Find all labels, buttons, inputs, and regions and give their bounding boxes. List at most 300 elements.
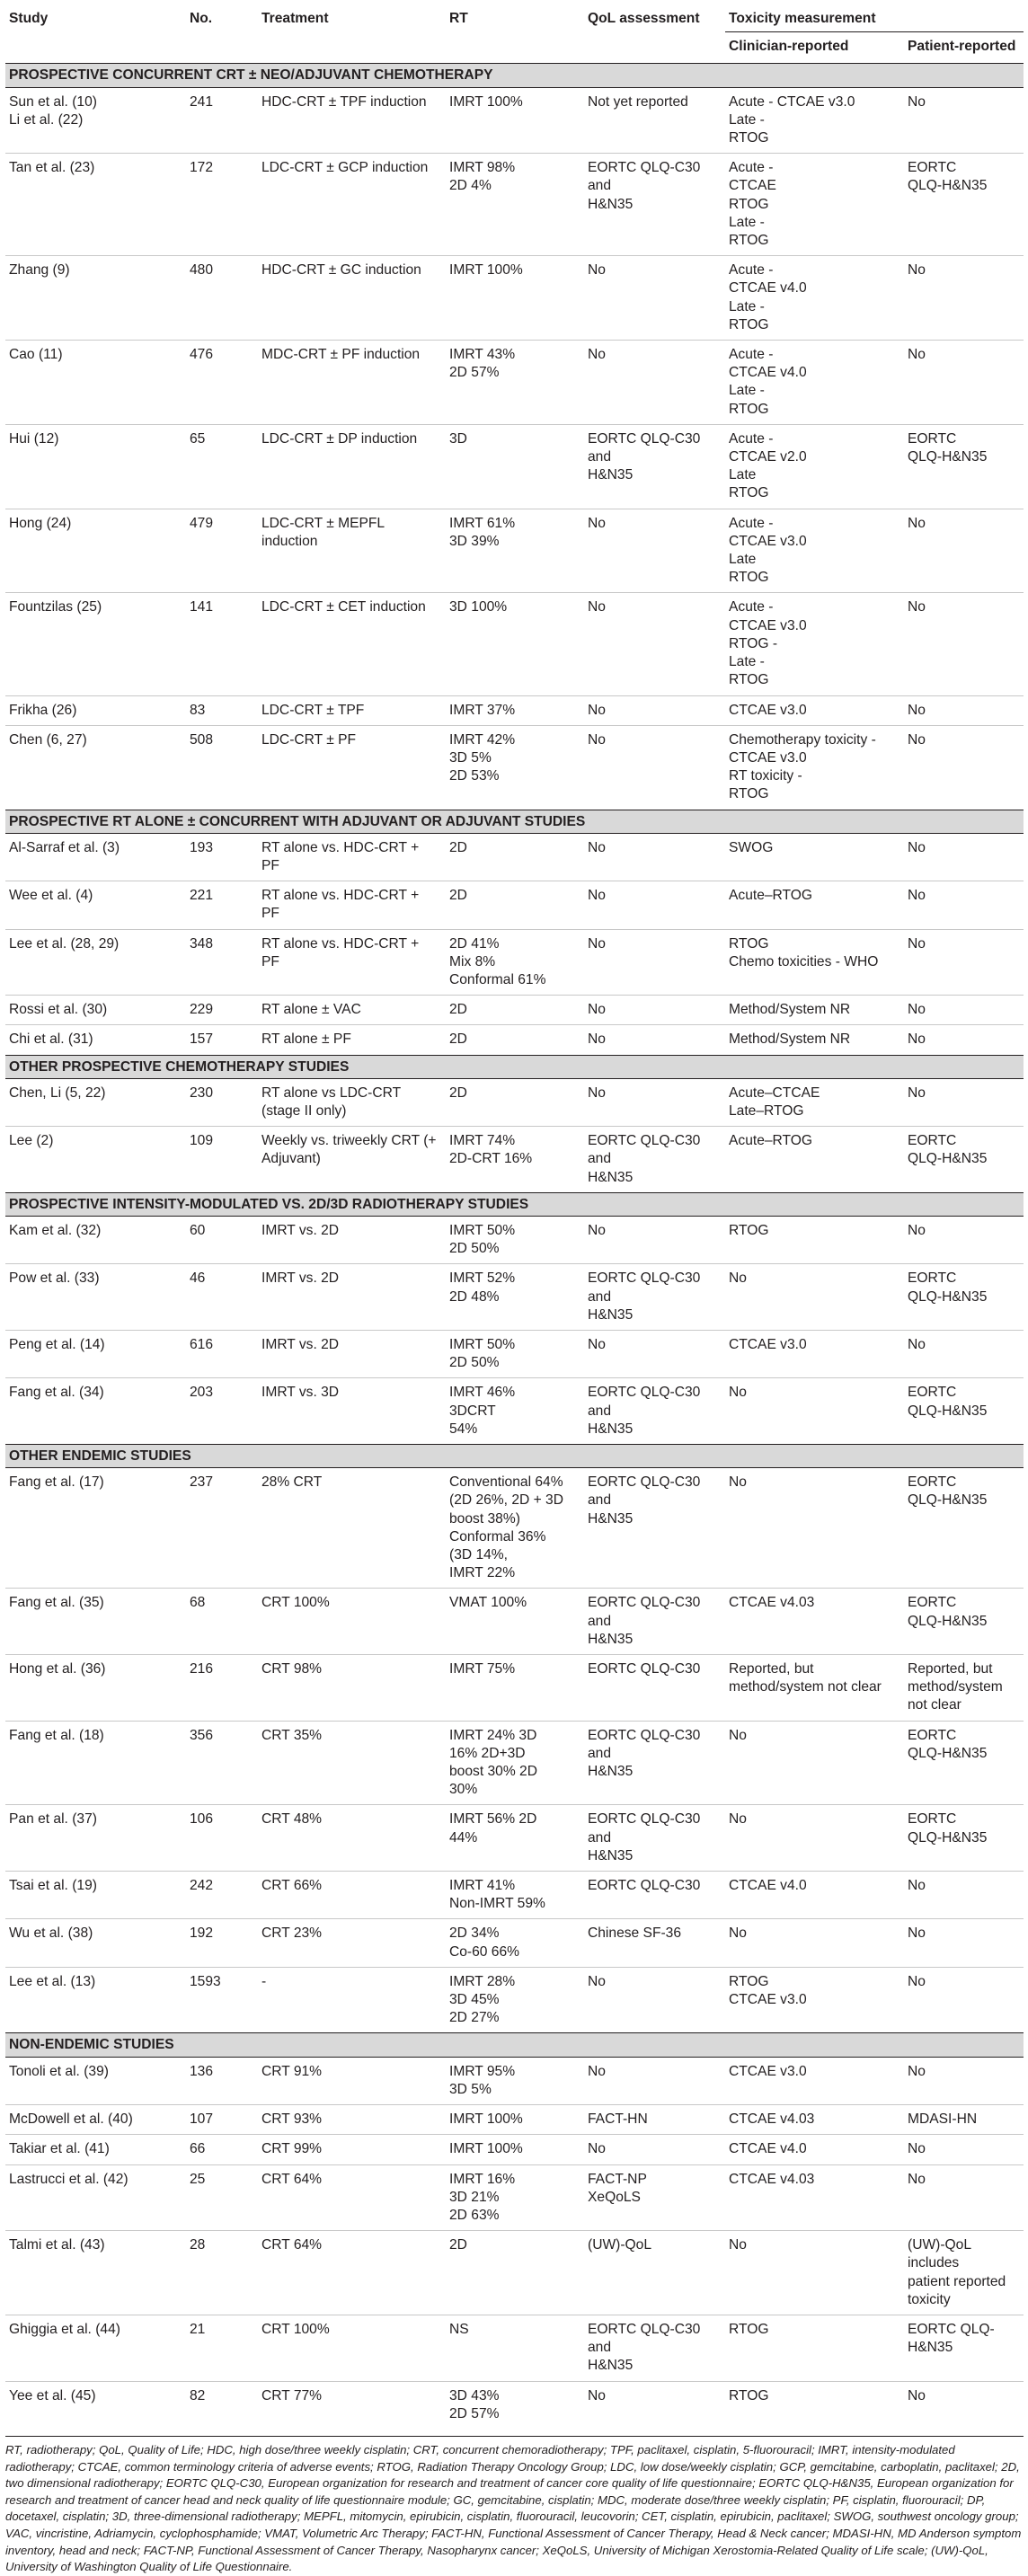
header-no: No. [190, 11, 213, 26]
study-cell: Chen, Li (5, 22) [5, 1078, 186, 1126]
treatment-cell: IMRT vs. 3D [261, 1385, 340, 1401]
rt-cell: 2D 34% Co-60 66% [446, 1919, 584, 1967]
clinician-cell: CTCAE v3.0 [725, 695, 904, 725]
clinician-cell: CTCAE v3.0 [725, 1330, 904, 1377]
study-cell: Fountzilas (25) [5, 593, 186, 695]
rt-cell: IMRT 100% [446, 256, 584, 341]
section-header [5, 1445, 1024, 1468]
study-cell: Pow et al. (33) [5, 1264, 186, 1331]
study-cell: Ghiggia et al. (44) [5, 2315, 186, 2381]
qol-cell: EORTC QLQ-C30 and H&N35 [584, 2315, 725, 2381]
rt-cell: IMRT 100% [446, 87, 584, 154]
rt-cell: 2D [446, 833, 584, 881]
table-row [5, 881, 1024, 929]
section-title: PROSPECTIVE INTENSITY-MODULATED VS. 2D/3D RADIOTHERAPY STUDIES [5, 1192, 1024, 1216]
section-title: NON-ENDEMIC STUDIES [5, 2033, 1024, 2057]
qol-cell: No [584, 695, 725, 725]
patient-cell: Reported, but method/system not clear [904, 1655, 1024, 1722]
qol-cell: EORTC QLQ-C30 and H&N35 [584, 424, 725, 509]
patient-cell: No [904, 2164, 1024, 2231]
study-cell: Tsai et al. (19) [5, 1872, 186, 1919]
treatment-cell: RT alone ± VAC [258, 996, 446, 1025]
table-header [5, 4, 1024, 64]
no-cell: 157 [190, 1031, 214, 1048]
clinician-cell: CTCAE v4.03 [725, 2164, 904, 2231]
clinician-cell: CTCAE v4.03 [725, 1589, 904, 1655]
no-cell: 476 [186, 341, 258, 425]
rt-cell: IMRT 16% 3D 21% 2D 63% [446, 2164, 584, 2231]
patient-cell: No [904, 881, 1024, 929]
treatment-cell: RT alone ± PF [261, 1031, 351, 1048]
clinician-cell: No [725, 2231, 904, 2315]
qol-cell: EORTC QLQ-C30 and H&N35 [584, 154, 725, 256]
header-treatment: Treatment [261, 11, 329, 26]
study-cell: Fang et al. (35) [5, 1589, 186, 1655]
clinician-cell: No [729, 1385, 747, 1401]
study-cell: Zhang (9) [5, 256, 186, 341]
rt-cell: IMRT 28% 3D 45% 2D 27% [449, 1973, 516, 2026]
patient-cell: No [908, 2387, 926, 2403]
qol-cell: EORTC QLQ-C30 and H&N35 [584, 1468, 725, 1589]
treatment-cell: CRT 91% [258, 2057, 446, 2104]
no-cell: 193 [186, 833, 258, 881]
no-cell: 203 [190, 1385, 214, 1401]
rt-cell: 3D 100% [446, 593, 584, 695]
no-cell: 229 [186, 996, 258, 1025]
table-row [5, 725, 1024, 810]
clinician-cell: RTOG [725, 1216, 904, 1263]
treatment-cell: IMRT vs. 2D [258, 1264, 446, 1331]
table-row [5, 1264, 1024, 1331]
patient-cell: No [904, 2135, 1024, 2164]
qol-cell: EORTC QLQ-C30 and H&N35 [584, 1264, 725, 1331]
qol-cell: No [584, 341, 725, 425]
clinician-cell: Chemotherapy toxicity - CTCAE v3.0 RT toxicity - RTOG [729, 731, 876, 802]
qol-cell: No [588, 1031, 606, 1048]
rt-cell: IMRT 43% 2D 57% [446, 341, 584, 425]
study-cell: Hong et al. (36) [5, 1655, 186, 1722]
study-cell: Chen (6, 27) [9, 731, 87, 748]
rt-cell: IMRT 74% 2D-CRT 16% [449, 1133, 533, 1167]
treatment-cell: HDC-CRT ± TPF induction [258, 87, 446, 154]
study-cell: Tonoli et al. (39) [5, 2057, 186, 2104]
no-cell: 216 [186, 1655, 258, 1722]
clinician-cell: Acute–RTOG [725, 881, 904, 929]
no-cell: 60 [186, 1216, 258, 1263]
section-title: OTHER ENDEMIC STUDIES [5, 1445, 1024, 1468]
study-cell: Lastrucci et al. (42) [5, 2164, 186, 2231]
patient-cell: EORTC QLQ-H&N35 [904, 1264, 1024, 1331]
treatment-cell: CRT 23% [258, 1919, 446, 1967]
qol-cell: No [584, 256, 725, 341]
treatment-cell: CRT 77% [261, 2387, 323, 2403]
treatment-cell: IMRT vs. 2D [258, 1330, 446, 1377]
clinician-cell: Reported, but method/system not clear [725, 1655, 904, 1722]
no-cell: 616 [186, 1330, 258, 1377]
study-cell: Yee et al. (45) [9, 2387, 96, 2403]
qol-cell: No [584, 996, 725, 1025]
treatment-cell: CRT 99% [258, 2135, 446, 2164]
no-cell: 141 [186, 593, 258, 695]
study-cell: Lee et al. (28, 29) [5, 929, 186, 996]
treatment-cell: RT alone vs. HDC-CRT + PF [258, 881, 446, 929]
table-row [5, 341, 1024, 425]
clinician-cell: No [725, 1468, 904, 1589]
treatment-cell: IMRT vs. 2D [258, 1216, 446, 1263]
study-cell: Frikha (26) [5, 695, 186, 725]
rt-cell: NS [446, 2315, 584, 2381]
section-header [5, 1055, 1024, 1078]
study-cell: Tan et al. (23) [5, 154, 186, 256]
clinician-cell: RTOG [725, 2315, 904, 2381]
qol-cell: No [584, 1078, 725, 1126]
no-cell: 348 [186, 929, 258, 996]
no-cell: 68 [186, 1589, 258, 1655]
table-row [5, 1805, 1024, 1872]
qol-cell: FACT-HN [584, 2105, 725, 2135]
table-row [5, 2135, 1024, 2164]
clinician-cell: RTOG [729, 2387, 769, 2403]
no-cell: 1593 [190, 1973, 221, 1989]
treatment-cell: LDC-CRT ± TPF [258, 695, 446, 725]
rt-cell: VMAT 100% [446, 1589, 584, 1655]
section-title: PROSPECTIVE CONCURRENT CRT ± NEO/ADJUVANT CHEMOTHERAPY [5, 64, 1024, 87]
clinician-cell: No [725, 1805, 904, 1872]
table-row [5, 256, 1024, 341]
study-cell: Fang et al. (17) [5, 1468, 186, 1589]
table-row [5, 1025, 1024, 1055]
qol-cell: No [584, 593, 725, 695]
table-row [5, 1078, 1024, 1126]
treatment-cell: Weekly vs. triweekly CRT (+ Adjuvant) [261, 1133, 437, 1167]
rt-cell: IMRT 100% [446, 2105, 584, 2135]
no-cell: 25 [186, 2164, 258, 2231]
treatment-cell: HDC-CRT ± GC induction [258, 256, 446, 341]
treatment-cell: LDC-CRT ± DP induction [258, 424, 446, 509]
patient-cell: MDASI-HN [904, 2105, 1024, 2135]
treatment-cell: MDC-CRT ± PF induction [258, 341, 446, 425]
study-cell: Lee (2) [9, 1133, 54, 1149]
qol-cell: FACT-NP XeQoLS [584, 2164, 725, 2231]
table-row [5, 1721, 1024, 1805]
treatment-cell: RT alone vs. HDC-CRT + PF [258, 833, 446, 881]
treatment-cell: CRT 93% [258, 2105, 446, 2135]
table-body [5, 64, 1024, 2429]
study-cell: Wu et al. (38) [5, 1919, 186, 1967]
patient-cell: No [904, 1078, 1024, 1126]
rt-cell: IMRT 75% [446, 1655, 584, 1722]
treatment-cell: CRT 100% [258, 1589, 446, 1655]
rt-cell: 3D 43% 2D 57% [449, 2387, 500, 2421]
qol-cell: EORTC QLQ-C30 and H&N35 [584, 1589, 725, 1655]
no-cell: 83 [186, 695, 258, 725]
no-cell: 221 [186, 881, 258, 929]
patient-cell: EORTC QLQ- H&N35 [904, 2315, 1024, 2381]
treatment-cell: LDC-CRT ± MEPFL induction [258, 509, 446, 593]
qol-cell: No [584, 1216, 725, 1263]
qol-cell: Not yet reported [584, 87, 725, 154]
qol-cell: No [584, 881, 725, 929]
study-cell: Hong (24) [5, 509, 186, 593]
table-row [5, 1872, 1024, 1919]
study-cell: McDowell et al. (40) [5, 2105, 186, 2135]
table-row [5, 1216, 1024, 1263]
patient-cell: No [908, 1973, 926, 1989]
section-header [5, 810, 1024, 833]
table-row [5, 1967, 1024, 2033]
table-row [5, 833, 1024, 881]
clinician-cell: RTOG CTCAE v3.0 [729, 1973, 807, 2008]
no-cell: 241 [186, 87, 258, 154]
no-cell: 82 [190, 2387, 206, 2403]
no-cell: 172 [186, 154, 258, 256]
table-row [5, 154, 1024, 256]
clinician-cell: RTOG Chemo toxicities - WHO [725, 929, 904, 996]
no-cell: 479 [186, 509, 258, 593]
table-row [5, 695, 1024, 725]
qol-cell: No [584, 1330, 725, 1377]
clinician-cell: CTCAE v4.03 [725, 2105, 904, 2135]
treatment-cell: RT alone vs. HDC-CRT + PF [258, 929, 446, 996]
qol-cell: No [588, 1973, 606, 1989]
study-cell: Fang et al. (34) [9, 1385, 104, 1401]
patient-cell: No [904, 87, 1024, 154]
patient-cell: No [904, 929, 1024, 996]
rt-cell: 2D [446, 1078, 584, 1126]
patient-cell: (UW)-QoL includes patient reported toxicity [904, 2231, 1024, 2315]
rt-cell: IMRT 37% [446, 695, 584, 725]
treatment-cell: CRT 66% [258, 1872, 446, 1919]
qol-cell: No [584, 509, 725, 593]
no-cell: 136 [186, 2057, 258, 2104]
treatment-cell: LDC-CRT ± GCP induction [258, 154, 446, 256]
patient-cell: No [908, 1031, 926, 1048]
table-row [5, 996, 1024, 1025]
study-cell: Takiar et al. (41) [5, 2135, 186, 2164]
no-cell: 28 [186, 2231, 258, 2315]
treatment-cell: - [261, 1973, 267, 1989]
qol-cell: No [584, 2057, 725, 2104]
patient-cell: No [904, 2057, 1024, 2104]
table-row [5, 87, 1024, 154]
no-cell: 242 [186, 1872, 258, 1919]
patient-cell: EORTC QLQ-H&N35 [904, 1721, 1024, 1805]
table-row [5, 929, 1024, 996]
studies-table [5, 4, 1024, 2429]
rt-cell: IMRT 50% 2D 50% [446, 1330, 584, 1377]
table-row [5, 2231, 1024, 2315]
rt-cell: IMRT 100% [446, 2135, 584, 2164]
qol-cell: EORTC QLQ-C30 [584, 1655, 725, 1722]
clinician-cell: Acute - CTCAE v2.0 Late RTOG [725, 424, 904, 509]
clinician-cell: Acute - CTCAE v4.0 Late - RTOG [725, 341, 904, 425]
treatment-cell: RT alone vs LDC-CRT (stage II only) [258, 1078, 446, 1126]
clinician-cell: SWOG [725, 833, 904, 881]
qol-cell: EORTC QLQ-C30 [584, 1872, 725, 1919]
header-rt: RT [449, 11, 468, 26]
header-qol: QoL assessment [588, 11, 700, 26]
rt-cell: IMRT 50% 2D 50% [446, 1216, 584, 1263]
study-cell: Chi et al. (31) [9, 1031, 93, 1048]
patient-cell: EORTC QLQ-H&N35 [904, 1805, 1024, 1872]
study-cell: Kam et al. (32) [5, 1216, 186, 1263]
treatment-cell: 28% CRT [258, 1468, 446, 1589]
patient-cell: EORTC QLQ-H&N35 [904, 424, 1024, 509]
no-cell: 508 [190, 731, 214, 748]
table-row [5, 424, 1024, 509]
rt-cell: IMRT 24% 3D 16% 2D+3D boost 30% 2D 30% [446, 1721, 584, 1805]
rt-cell: IMRT 61% 3D 39% [446, 509, 584, 593]
table-row [5, 2315, 1024, 2381]
qol-cell: EORTC QLQ-C30 and H&N35 [588, 1385, 701, 1437]
section-title: PROSPECTIVE RT ALONE ± CONCURRENT WITH ADJUVANT OR ADJUVANT STUDIES [5, 810, 1024, 833]
section-header [5, 2033, 1024, 2057]
treatment-cell: CRT 48% [258, 1805, 446, 1872]
patient-cell: No [904, 1872, 1024, 1919]
no-cell: 192 [186, 1919, 258, 1967]
rt-cell: Conventional 64% (2D 26%, 2D + 3D boost 38%) Conformal 36% (3D 14%, IMRT 22% [446, 1468, 584, 1589]
clinician-cell: CTCAE v4.0 [725, 2135, 904, 2164]
rt-cell: IMRT 56% 2D 44% [446, 1805, 584, 1872]
treatment-cell: CRT 64% [258, 2231, 446, 2315]
table-row [5, 1655, 1024, 1722]
rt-cell: IMRT 41% Non-IMRT 59% [446, 1872, 584, 1919]
patient-cell: No [904, 256, 1024, 341]
no-cell: 107 [186, 2105, 258, 2135]
qol-cell: No [588, 2387, 606, 2403]
no-cell: 230 [186, 1078, 258, 1126]
patient-cell: EORTC QLQ-H&N35 [904, 1589, 1024, 1655]
qol-cell: (UW)-QoL [584, 2231, 725, 2315]
clinician-cell: Acute - CTCAE v3.0 Late - RTOG [725, 87, 904, 154]
qol-cell: No [584, 929, 725, 996]
clinician-cell: Acute - CTCAE v3.0 Late RTOG [725, 509, 904, 593]
rt-cell: 2D [446, 881, 584, 929]
patient-cell: No [904, 1216, 1024, 1263]
study-cell: Fang et al. (18) [5, 1721, 186, 1805]
qol-cell: EORTC QLQ-C30 and H&N35 [588, 1133, 701, 1185]
patient-cell: EORTC QLQ-H&N35 [908, 1385, 988, 1419]
patient-cell: No [904, 695, 1024, 725]
header-clinician: Clinician-reported [725, 32, 904, 64]
no-cell: 46 [186, 1264, 258, 1331]
header-patient: Patient-reported [904, 32, 1024, 64]
treatment-cell: CRT 100% [258, 2315, 446, 2381]
clinician-cell: CTCAE v4.0 [725, 1872, 904, 1919]
no-cell: 106 [186, 1805, 258, 1872]
clinician-cell: No [725, 1919, 904, 1967]
no-cell: 480 [186, 256, 258, 341]
patient-cell: No [904, 1919, 1024, 1967]
study-cell: Al-Sarraf et al. (3) [5, 833, 186, 881]
study-cell: Rossi et al. (30) [5, 996, 186, 1025]
table-row [5, 1330, 1024, 1377]
rt-cell: IMRT 98% 2D 4% [446, 154, 584, 256]
clinician-cell: No [725, 1721, 904, 1805]
header-toxicity: Toxicity measurement [725, 4, 1024, 32]
treatment-cell: CRT 35% [258, 1721, 446, 1805]
study-cell: Peng et al. (14) [5, 1330, 186, 1377]
rt-cell: 2D [446, 2231, 584, 2315]
table-row [5, 1919, 1024, 1967]
table-row [5, 2057, 1024, 2104]
table-row [5, 2381, 1024, 2429]
clinician-cell: CTCAE v3.0 [725, 2057, 904, 2104]
clinician-cell: Acute - CTCAE v3.0 RTOG - Late - RTOG [725, 593, 904, 695]
treatment-cell: CRT 64% [258, 2164, 446, 2231]
study-cell: Talmi et al. (43) [5, 2231, 186, 2315]
no-cell: 356 [186, 1721, 258, 1805]
rt-cell: IMRT 52% 2D 48% [446, 1264, 584, 1331]
table-footnote: RT, radiotherapy; QoL, Quality of Life; HDC, high dose/three weekly cisplatin; CRT, concurrent chemoradiotherapy; TPF, paclitaxel, cisplatin, 5-fluorouracil; IMRT, intensity-modulated radiotherapy; CTCAE, common terminology criteria of adverse events; RTOG, Radiation Therapy Oncology Group; LDC, low dose/weekly cisplatin; GCP, gemcitabine, carboplatin, paclitaxel; 2D, two dimensional radiotherapy; EORTC QLQ-C30, European organization for research and treatment of cancer core quality of life questionnaire; EORTC QLQ-H&N35, European organization for research and treatment of cancer head and neck quality of life questionnaire module; GC, gemcitabine, cisplatin; MDC, moderate dose/three weekly cisplatin; PF, cisplatin, fluorouracil; DP, docetaxel, cisplatin; 3D, three-dimensional radiotherapy; MEPFL, mitomycin, epirubicin, cisplatin, fluorouracil, leucovorin; CET, cisplatin, epirubicin, paclitaxel; SWOG, southwest oncology group; VAC, vincristine, Adriamycin, cyclophosphamide; VMAT, Volumetric Arc Therapy; FACT-HN, Functional Assessment of Cancer Therapy, Head & Neck cancer; MDASI-HN, MD Anderson symptom inventory, head and neck; FACT-NP, Functional Assessment of Cancer Therapy, Nasopharynx cancer; XeQoLS, University of Michigan Xerostomia-Related Quality of Life scale; (UW)-QoL, University of Washington Quality of Life Questionnaire. [5, 2436, 1024, 2576]
patient-cell: No [908, 731, 926, 748]
patient-cell: EORTC QLQ-H&N35 [908, 1133, 988, 1167]
rt-cell: IMRT 42% 3D 5% 2D 53% [449, 731, 516, 784]
clinician-cell: Method/System NR [725, 996, 904, 1025]
treatment-cell: LDC-CRT ± PF [261, 731, 357, 748]
clinician-cell: No [725, 1264, 904, 1331]
patient-cell: No [904, 341, 1024, 425]
section-header [5, 1192, 1024, 1216]
table-row [5, 1468, 1024, 1589]
no-cell: 65 [186, 424, 258, 509]
table-row [5, 1127, 1024, 1193]
no-cell: 21 [186, 2315, 258, 2381]
clinician-cell: Acute–CTCAE Late–RTOG [725, 1078, 904, 1126]
patient-cell: EORTC QLQ-H&N35 [904, 1468, 1024, 1589]
study-cell: Hui (12) [5, 424, 186, 509]
clinician-cell: Acute–RTOG [729, 1133, 813, 1149]
study-cell: Cao (11) [5, 341, 186, 425]
patient-cell: No [904, 996, 1024, 1025]
no-cell: 237 [186, 1468, 258, 1589]
study-cell: Wee et al. (4) [5, 881, 186, 929]
table-row [5, 593, 1024, 695]
table-row [5, 2164, 1024, 2231]
qol-cell: No [584, 833, 725, 881]
patient-cell: No [904, 593, 1024, 695]
table-row [5, 509, 1024, 593]
qol-cell: No [584, 2135, 725, 2164]
clinician-cell: Method/System NR [729, 1031, 851, 1048]
table-row [5, 1589, 1024, 1655]
header-study: Study [9, 11, 49, 26]
rt-cell: IMRT 46% 3DCRT 54% [449, 1385, 516, 1437]
no-cell: 66 [186, 2135, 258, 2164]
rt-cell: IMRT 95% 3D 5% [446, 2057, 584, 2104]
section-header [5, 64, 1024, 87]
qol-cell: EORTC QLQ-C30 and H&N35 [584, 1805, 725, 1872]
study-cell: Pan et al. (37) [5, 1805, 186, 1872]
no-cell: 109 [190, 1133, 214, 1149]
section-title: OTHER PROSPECTIVE CHEMOTHERAPY STUDIES [5, 1055, 1024, 1078]
qol-cell: EORTC QLQ-C30 and H&N35 [584, 1721, 725, 1805]
qol-cell: No [588, 731, 606, 748]
treatment-cell: LDC-CRT ± CET induction [258, 593, 446, 695]
table-row [5, 2105, 1024, 2135]
study-cell: Lee et al. (13) [9, 1973, 96, 1989]
patient-cell: EORTC QLQ-H&N35 [904, 154, 1024, 256]
table-row [5, 1378, 1024, 1445]
patient-cell: No [904, 509, 1024, 593]
rt-cell: 2D [446, 996, 584, 1025]
qol-cell: Chinese SF-36 [584, 1919, 725, 1967]
study-cell: Sun et al. (10) Li et al. (22) [5, 87, 186, 154]
clinician-cell: Acute - CTCAE RTOG Late - RTOG [725, 154, 904, 256]
patient-cell: No [904, 1330, 1024, 1377]
rt-cell: 2D 41% Mix 8% Conformal 61% [446, 929, 584, 996]
rt-cell: 2D [449, 1031, 467, 1048]
